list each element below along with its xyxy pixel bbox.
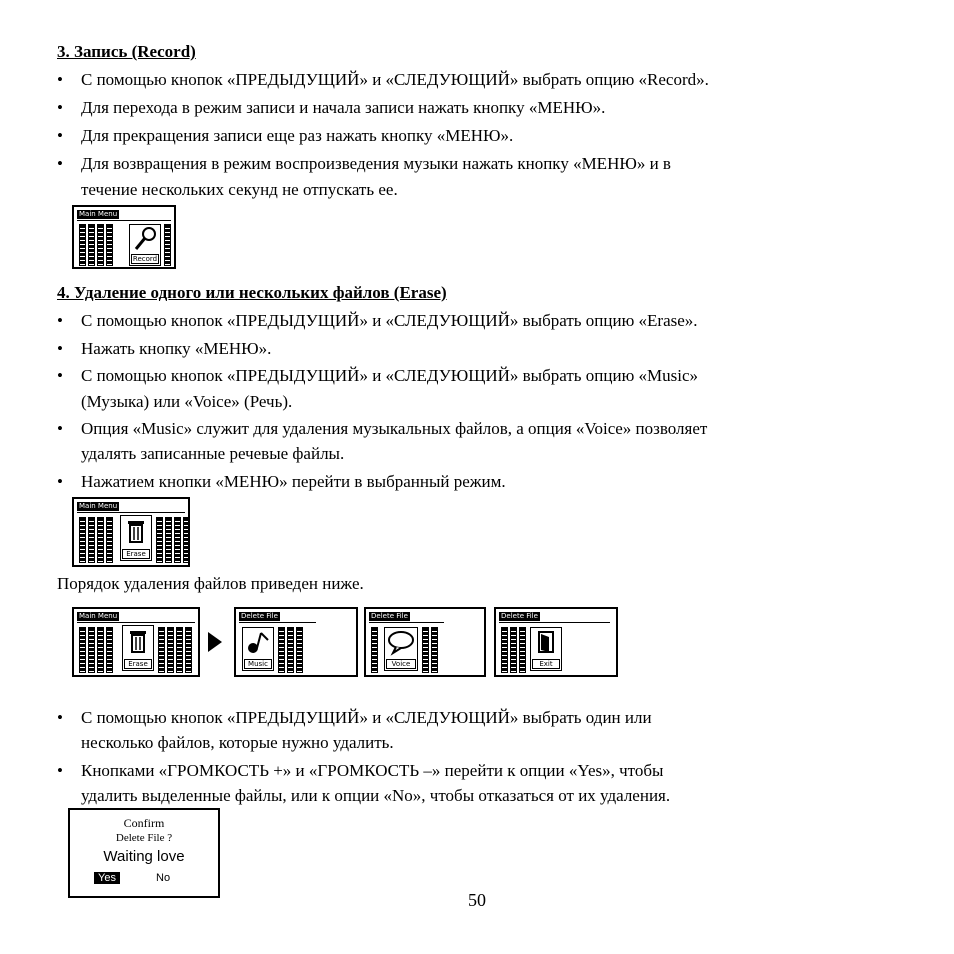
microphone-icon [130, 225, 160, 253]
section-4-heading: 4. Удаление одного или нескольких файлов (Erase) [57, 283, 447, 302]
lcd-screen-delete-music [234, 607, 358, 677]
lcd-title: Main Menu [79, 502, 118, 510]
menu-bars [158, 627, 192, 673]
voice-label: Voice [386, 659, 416, 669]
exit-label: Exit [532, 659, 560, 669]
menu-bars [371, 627, 378, 673]
music-note-icon [243, 628, 273, 656]
menu-bars [79, 627, 113, 673]
page-number: 50 [468, 890, 486, 910]
confirm-no-option: No [156, 872, 171, 884]
record-label: Record [132, 255, 158, 263]
list-item-text: С помощью кнопок «ПРЕДЫДУЩИЙ» и «СЛЕДУЮЩИЙ» выбрать опцию «Erase». [81, 311, 698, 330]
lcd-title: Main Menu [79, 210, 118, 218]
list-item-text: удалять записанные речевые файлы. [81, 444, 345, 463]
speech-bubble-icon [385, 628, 417, 656]
lcd-divider [77, 220, 171, 221]
lcd-screen-erase [72, 497, 190, 567]
bullet-dot: • [57, 366, 63, 385]
list-item-text: Для перехода в режим записи и начала записи нажать кнопку «МЕНЮ». [81, 98, 606, 117]
lcd-screen-confirm [68, 808, 220, 898]
lcd-screen-record [72, 205, 176, 269]
lcd-title: Main Menu [79, 612, 118, 620]
list-item-text: С помощью кнопок «ПРЕДЫДУЩИЙ» и «СЛЕДУЮЩИЙ» выбрать опцию «Music» [81, 366, 699, 385]
erase-label: Erase [122, 549, 150, 559]
bullet-dot: • [57, 761, 63, 780]
bullet-dot: • [57, 98, 63, 117]
lcd-divider [77, 512, 185, 513]
lcd-screen-delete-voice [364, 607, 486, 677]
lcd-divider [77, 622, 195, 623]
list-item-text: Нажатием кнопки «МЕНЮ» перейти в выбранный режим. [81, 472, 506, 491]
menu-bars [156, 517, 190, 563]
menu-bars [164, 224, 171, 266]
confirm-title: Confirm [123, 816, 165, 830]
list-item-text: (Музыка) или «Voice» (Речь). [81, 392, 293, 411]
section-3-heading: 3. Запись (Record) [57, 42, 196, 61]
list-item-text: удалить выделенные файлы, или к опции «No», чтобы отказаться от их удаления. [81, 786, 671, 805]
list-item-text: Для возвращения в режим воспроизведения музыки нажать кнопку «МЕНЮ» и в [81, 154, 671, 173]
list-item-text: Для прекращения записи еще раз нажать кнопку «МЕНЮ». [81, 126, 514, 145]
list-item-text: С помощью кнопок «ПРЕДЫДУЩИЙ» и «СЛЕДУЮЩИЙ» выбрать опцию «Record». [81, 70, 709, 89]
lcd-title: Delete File [371, 612, 408, 620]
menu-bars [79, 224, 113, 266]
music-option [242, 627, 274, 671]
bullet-dot: • [57, 708, 63, 727]
list-item-text: Опция «Music» служит для удаления музыкальных файлов, а опция «Voice» позволяет [81, 419, 708, 438]
erase-label: Erase [124, 659, 152, 669]
voice-option [384, 627, 418, 671]
trash-icon [121, 516, 151, 546]
bullet-dot: • [57, 419, 63, 438]
confirm-filename: Waiting love [103, 848, 185, 865]
lcd-divider [369, 622, 444, 623]
lcd-screen-main-menu [72, 607, 200, 677]
confirm-yes-option: Yes [94, 872, 120, 884]
list-item-text: Кнопками «ГРОМКОСТЬ +» и «ГРОМКОСТЬ –» перейти к опции «Yes», чтобы [81, 761, 664, 780]
bullet-dot: • [57, 472, 63, 491]
menu-bars [79, 517, 113, 563]
music-label: Music [244, 659, 272, 669]
erase-option [122, 625, 154, 671]
list-item-text: течение нескольких секунд не отпускать ее. [81, 180, 398, 199]
arrow-right-icon [208, 632, 222, 652]
trash-icon [123, 626, 153, 656]
lcd-title: Delete File [501, 612, 538, 620]
menu-bars [422, 627, 438, 673]
menu-bars [501, 627, 526, 673]
order-text: Порядок удаления файлов приведен ниже. [57, 574, 364, 593]
list-item-text: несколько файлов, которые нужно удалить. [81, 733, 394, 752]
lcd-divider [239, 622, 316, 623]
confirm-question: Delete File ? [115, 832, 173, 844]
exit-door-icon [531, 628, 561, 656]
lcd-screen-delete-exit [494, 607, 618, 677]
list-item-text: Нажать кнопку «МЕНЮ». [81, 339, 272, 358]
bullet-dot: • [57, 154, 63, 173]
bullet-dot: • [57, 311, 63, 330]
erase-option [120, 515, 152, 561]
bullet-dot: • [57, 339, 63, 358]
bullet-dot: • [57, 126, 63, 145]
lcd-title: Delete File [241, 612, 278, 620]
list-item-text: С помощью кнопок «ПРЕДЫДУЩИЙ» и «СЛЕДУЮЩИЙ» выбрать один или [81, 708, 652, 727]
record-option [129, 224, 161, 266]
exit-option [530, 627, 562, 671]
bullet-dot: • [57, 70, 63, 89]
menu-bars [278, 627, 303, 673]
lcd-divider [499, 622, 610, 623]
